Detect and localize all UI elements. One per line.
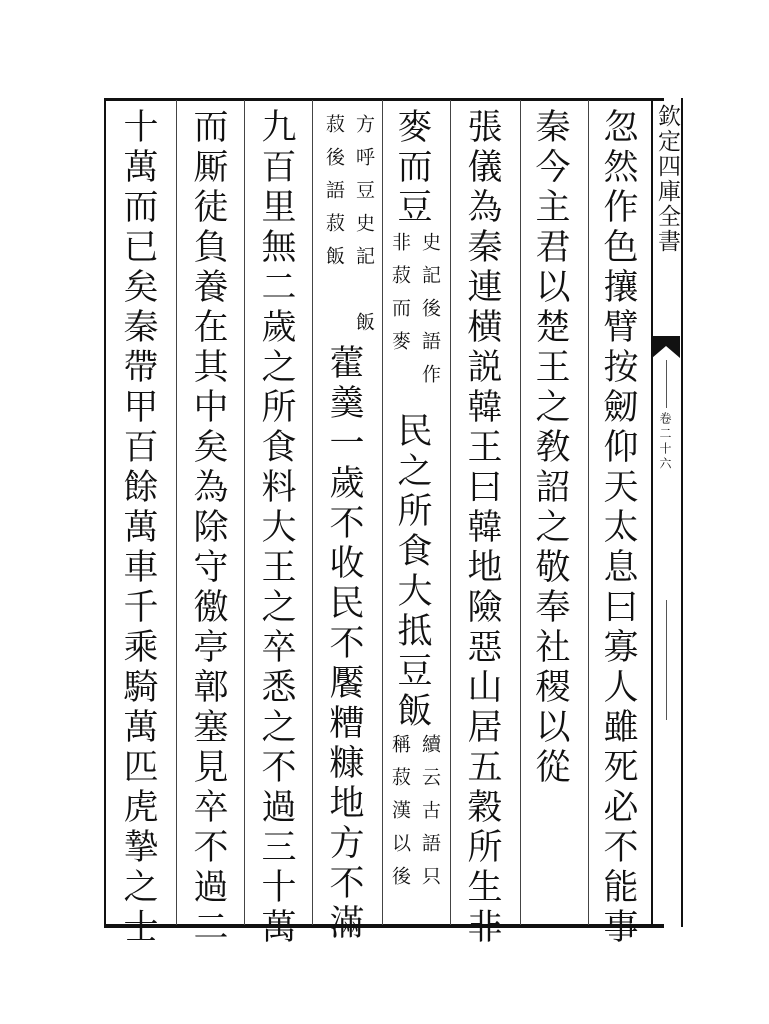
frame-top-rule [104,98,664,101]
annotation-right: 方呼豆史記 [353,114,375,279]
column-divider [520,100,521,925]
text-column-5: 藿羹一歲不收民不饜糟糠地方不滿 [324,344,364,944]
margin-title: 欽定四庫全書 [654,104,680,254]
text-column-3: 張儀為秦連横説韓王曰韓地險惡山居五穀所生非 [462,108,502,948]
annotation-right: 史記後語作 [419,232,441,397]
margin-rule [666,600,667,720]
column-divider [382,100,383,925]
annotation-left: 非菽而麥 [389,232,411,364]
column-divider [588,100,589,925]
column-divider [244,100,245,925]
annotation-left: 稱菽漢以後 [389,734,411,899]
margin-rule [666,360,667,408]
column-divider [176,100,177,925]
text-column-2: 秦今主君以楚王之敎詔之敬奉社稷以從 [530,108,570,788]
text-column-7: 而厮徒負養在其中矣為除守徼亭鄣塞見卒不過二 [188,108,228,948]
annotation-left: 菽後語菽飯 [323,114,345,279]
column-divider [450,100,451,925]
frame-left-rule [104,98,106,927]
annotation-right: 續云古語只 [419,734,441,899]
annotation-tail: 飯 [353,312,375,345]
text-column-4-a: 麥而豆 [392,108,432,228]
fish-tail-icon [652,336,680,358]
text-column-6: 九百里無二歲之所食料大王之卒悉之不過三十萬 [256,108,296,948]
text-column-1: 忽然作色攘臂按劒仰天太息曰寡人雖死必不能事 [598,108,638,948]
column-divider [312,100,313,925]
margin-volume: 卷二十六 [658,412,672,472]
text-column-8: 十萬而已矣秦帶甲百餘萬車千乘騎萬匹虎摯之士 [118,108,158,948]
text-column-4-b: 民之所食大抵豆飯 [392,412,432,732]
